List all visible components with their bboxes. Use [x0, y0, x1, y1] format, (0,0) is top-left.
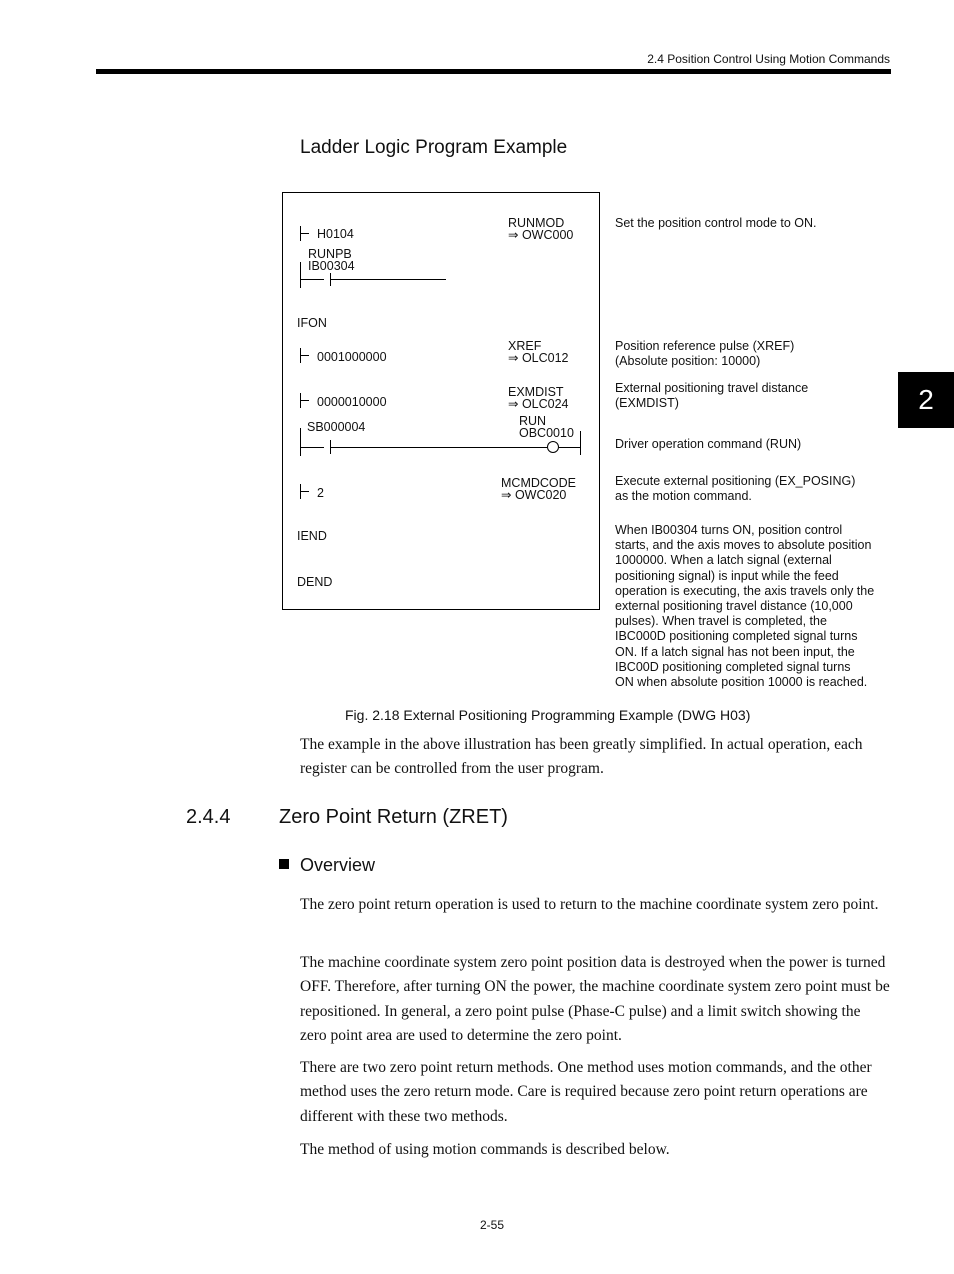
rung3-dest-name: XREF — [508, 339, 542, 353]
rung2-wire-right — [330, 279, 446, 280]
rung5-coil — [547, 441, 559, 453]
desc-ex-posing-line1: Execute external positioning (EX_POSING) — [615, 474, 856, 488]
rung3-source: 0001000000 — [317, 350, 387, 364]
desc-xref-line2: (Absolute position: 10000) — [615, 354, 761, 369]
rung4-dest-name: EXMDIST — [508, 385, 564, 399]
desc-xref-line1: Position reference pulse (XREF) — [615, 339, 795, 353]
rung5-contact-reg: SB000004 — [307, 420, 366, 434]
section-number: 2.4.4 — [186, 806, 231, 828]
rung5-wire-right — [559, 447, 580, 448]
rung1-dest-name: RUNMOD — [508, 216, 565, 230]
power-rail-segment — [300, 428, 301, 456]
rung5-coil-reg: OBC0010 — [519, 426, 574, 440]
paragraph: The method of using motion commands is described below. — [300, 1141, 670, 1158]
note-line: ON. If a latch signal has not been input, the — [615, 644, 855, 659]
rung5-coil-name: RUN — [519, 414, 547, 428]
paragraph: There are two zero point return methods. One method uses motion commands, and the other method uses the zero return mode. Care is required because zero point return operations are different with these two methods. — [300, 1059, 872, 1125]
page-number: 2-55 — [480, 1218, 505, 1232]
rung2-wire-left — [300, 279, 324, 280]
rung4-source: 0000010000 — [317, 395, 387, 409]
note-line: ON when absolute position 10000 is reached. — [615, 675, 868, 690]
desc-exmdist-line2: (EXMDIST) — [615, 396, 679, 411]
desc-xref — [615, 339, 890, 369]
store-instruction-stub — [300, 233, 309, 234]
paragraph: The zero point return operation is used to return to the machine coordinate system zero point. — [300, 896, 879, 913]
desc-exmdist-line1: External positioning travel distance — [615, 381, 809, 395]
chapter-tab — [898, 372, 954, 428]
desc-operation-note — [615, 523, 890, 690]
figure-subtitle: Ladder Logic Program Example — [300, 137, 568, 158]
square-bullet-icon — [279, 859, 289, 869]
paragraph-after-figure: The example in the above illustration has been greatly simplified. In actual operation, each register can be controlled from the user program. — [300, 736, 863, 778]
store-instruction-stub — [300, 491, 309, 492]
right-rail-segment — [580, 431, 581, 455]
dend-label: DEND — [297, 575, 333, 589]
note-line: starts, and the axis moves to absolute position — [615, 538, 872, 553]
note-line: operation is executing, the axis travels only the — [615, 583, 875, 598]
running-header: 2.4 Position Control Using Motion Commands — [647, 52, 890, 66]
note-line: pulses). When travel is completed, the — [615, 614, 827, 629]
rung6-dest-name: MCMDCODE — [501, 476, 576, 490]
header-rule — [96, 69, 891, 74]
rung1-dest-reg: ⇒ OWC000 — [508, 228, 574, 242]
rung5-wire-mid — [330, 447, 547, 448]
note-line: 1000000. When a latch signal (external — [615, 553, 832, 568]
store-instruction-stub — [300, 355, 309, 356]
desc-exmdist — [615, 381, 890, 411]
rung5-wire-left — [300, 447, 324, 448]
section-title: Zero Point Return (ZRET) — [279, 806, 508, 828]
figure-caption: Fig. 2.18 External Positioning Programming Example (DWG H03) — [345, 707, 751, 723]
note-line: external positioning travel distance (10,000 — [615, 599, 853, 614]
desc-ex-posing — [615, 474, 890, 504]
subsection-title: Overview — [300, 855, 376, 875]
note-line: When IB00304 turns ON, position control — [615, 523, 843, 537]
rung3-dest-reg: ⇒ OLC012 — [508, 351, 569, 365]
rung4-dest-reg: ⇒ OLC024 — [508, 397, 569, 411]
note-line: IBC00D positioning completed signal turns — [615, 659, 851, 674]
rung2-contact-reg: IB00304 — [308, 259, 355, 273]
rung1-source: H0104 — [317, 227, 354, 241]
paragraph: The machine coordinate system zero point position data is destroyed when the power is turned OFF. Therefore, after turning ON the power, the machine coordinate system zero point must be repositioned. In general, a zero point pulse (Phase-C pulse) and a limit switch showing the zero point area are used to determine the zero point. — [300, 954, 890, 1044]
ladder-diagram — [282, 192, 600, 610]
iend-label: IEND — [297, 529, 327, 543]
note-line: positioning signal) is input while the feed — [615, 568, 839, 583]
rung2-contact-name: RUNPB — [308, 247, 352, 261]
rung6-dest-reg: ⇒ OWC020 — [501, 488, 567, 502]
desc-mode-on: Set the position control mode to ON. — [615, 216, 817, 230]
chapter-number: 2 — [918, 384, 934, 415]
ifon-label: IFON — [297, 316, 327, 330]
desc-run: Driver operation command (RUN) — [615, 437, 802, 451]
rung6-source: 2 — [317, 486, 324, 500]
desc-ex-posing-line2: as the motion command. — [615, 489, 752, 504]
note-line: IBC000D positioning completed signal turns — [615, 629, 858, 644]
power-rail-segment — [300, 262, 301, 288]
store-instruction-stub — [300, 400, 309, 401]
